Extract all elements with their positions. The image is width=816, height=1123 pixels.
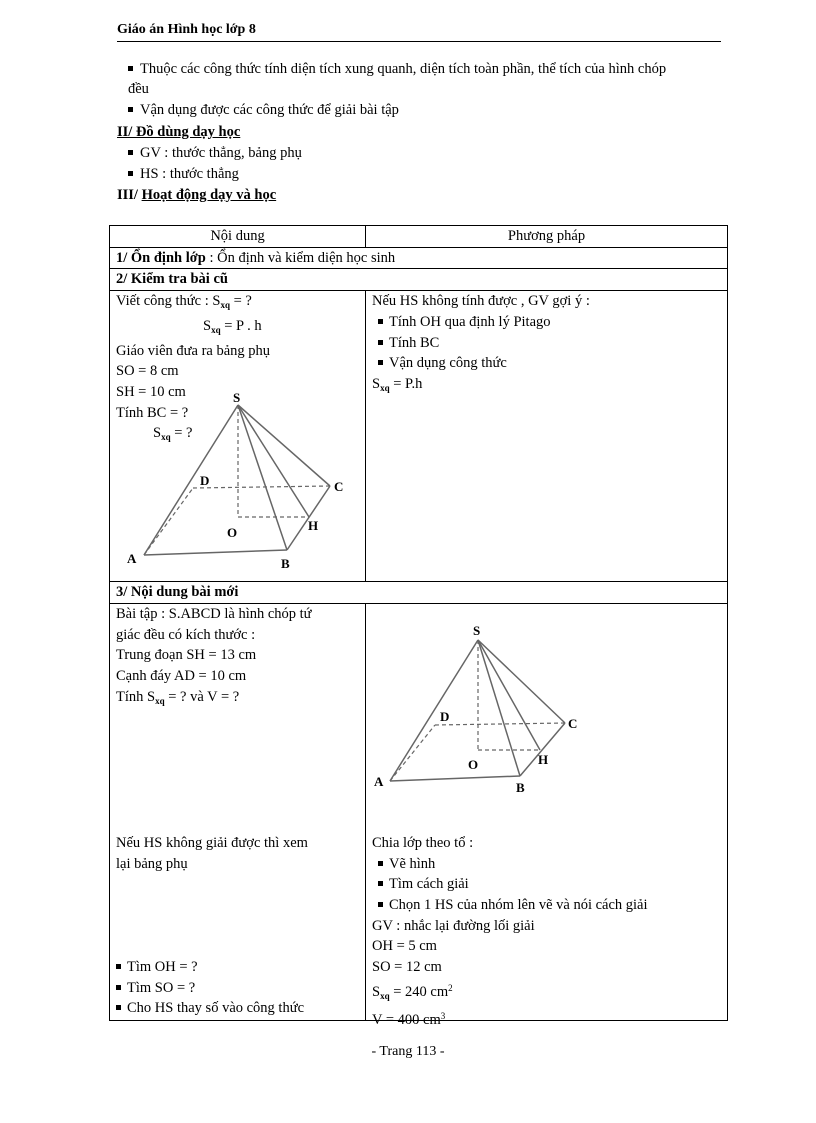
edge-SH bbox=[478, 640, 540, 750]
lesson-right-cell: S A B C D O H Chia lớp theo tổ : Vẽ hình Tìm cách giải Chọn 1 HS của nhóm lên vẽ và nói cách giải GV : nhắc lại đường lối giải OH = 5 cm SO = 12 cm $S_{xq} = 240$ $cm^2$ V = 400 $cm^3$ bbox=[366, 603, 728, 1020]
edge-SA bbox=[390, 640, 478, 781]
section-title-activities: III/ Hoạt động dạy và học bbox=[117, 187, 277, 203]
equipment-item: GV : thước thẳng, bảng phụ bbox=[128, 143, 302, 163]
bullet-icon bbox=[128, 66, 133, 71]
page-header: Giáo án Hình học lớp 8 bbox=[117, 22, 721, 42]
bullet-icon bbox=[378, 861, 383, 866]
edge-DC bbox=[193, 486, 330, 488]
edge-SH bbox=[238, 405, 309, 517]
page-number: - Trang 113 - bbox=[371, 1044, 445, 1059]
edge-AD bbox=[390, 725, 435, 781]
row-check-old-lesson-title: 2/ Kiểm tra bài cũ bbox=[110, 269, 728, 291]
row-new-lesson-title: 3/ Nội dung bài mới bbox=[110, 582, 728, 604]
label-S: S bbox=[473, 622, 481, 638]
bullet-icon bbox=[378, 881, 383, 886]
column-header-method: Phương pháp bbox=[366, 226, 728, 248]
lesson-left-cell: Bài tập : S.ABCD là hình chóp tứ giác đều có kích thước : Trung đoạn SH = 13 cm Cạnh đáy AD = 10 cm Tính $S_{xq}$ = ? và V = ? Nếu HS không giải được thì xem lại bảng phụ Tìm OH = ? Tìm SO = ? Cho HS thay số vào công thức bbox=[110, 603, 366, 1020]
edge-AB bbox=[390, 776, 520, 781]
label-D: D bbox=[440, 708, 450, 724]
bullet-icon bbox=[128, 107, 133, 112]
label-S: S bbox=[233, 392, 241, 406]
objective-item-continued: đều bbox=[128, 81, 149, 97]
bullet-icon bbox=[116, 985, 121, 990]
bullet-icon bbox=[128, 171, 133, 176]
bullet-icon bbox=[378, 902, 383, 907]
edge-DC bbox=[435, 723, 565, 725]
bullet-icon bbox=[378, 319, 383, 324]
label-C: C bbox=[568, 715, 578, 731]
bullet-icon bbox=[116, 1005, 121, 1010]
pyramid-figure-2 bbox=[372, 618, 602, 808]
edge-AD bbox=[144, 488, 193, 555]
label-A: A bbox=[127, 551, 137, 567]
column-header-content: Nội dung bbox=[110, 226, 366, 248]
edge-AB bbox=[144, 550, 287, 555]
check-right-cell: Nếu HS không tính được , GV gợi ý : Tính OH qua định lý Pitago Tính BC Vận dụng công thức $S_{xq} = P.h$ bbox=[366, 291, 728, 582]
label-C: C bbox=[334, 479, 344, 495]
label-A: A bbox=[374, 773, 384, 789]
label-B: B bbox=[516, 779, 525, 795]
bullet-icon bbox=[116, 964, 121, 969]
bullet-icon bbox=[378, 340, 383, 345]
edge-BC bbox=[520, 723, 565, 776]
label-H: H bbox=[538, 751, 549, 767]
section-title-equipment: II/ Đồ dùng dạy học bbox=[117, 124, 241, 140]
lesson-table bbox=[109, 225, 728, 1029]
equipment-item: HS : thước thẳng bbox=[128, 164, 239, 184]
label-O: O bbox=[227, 525, 238, 541]
label-B: B bbox=[281, 556, 290, 572]
pyramid-figure bbox=[124, 392, 364, 572]
objective-item: Thuộc các công thức tính diện tích xung quanh, diện tích toàn phần, thể tích của hình chóp bbox=[128, 59, 666, 79]
objective-item: Vận dụng được các công thức để giải bài tập bbox=[128, 100, 399, 120]
edge-SA bbox=[144, 405, 238, 555]
label-O: O bbox=[468, 756, 479, 772]
row-stabilize: 1/ Ổn định lớp : Ổn định và kiểm diện học sinh bbox=[110, 247, 728, 269]
label-H: H bbox=[308, 518, 319, 534]
check-left-cell: Viết công thức : $S_{xq}$ = ? $S_{xq} = P$ . h Giáo viên đưa ra bảng phụ SO = 8 cm SH = 10 cm Tính BC = ? $S_{xq}$ = ? S A B C D O H bbox=[110, 291, 366, 582]
bullet-icon bbox=[128, 150, 133, 155]
label-D: D bbox=[200, 473, 210, 489]
bullet-icon bbox=[378, 360, 383, 365]
